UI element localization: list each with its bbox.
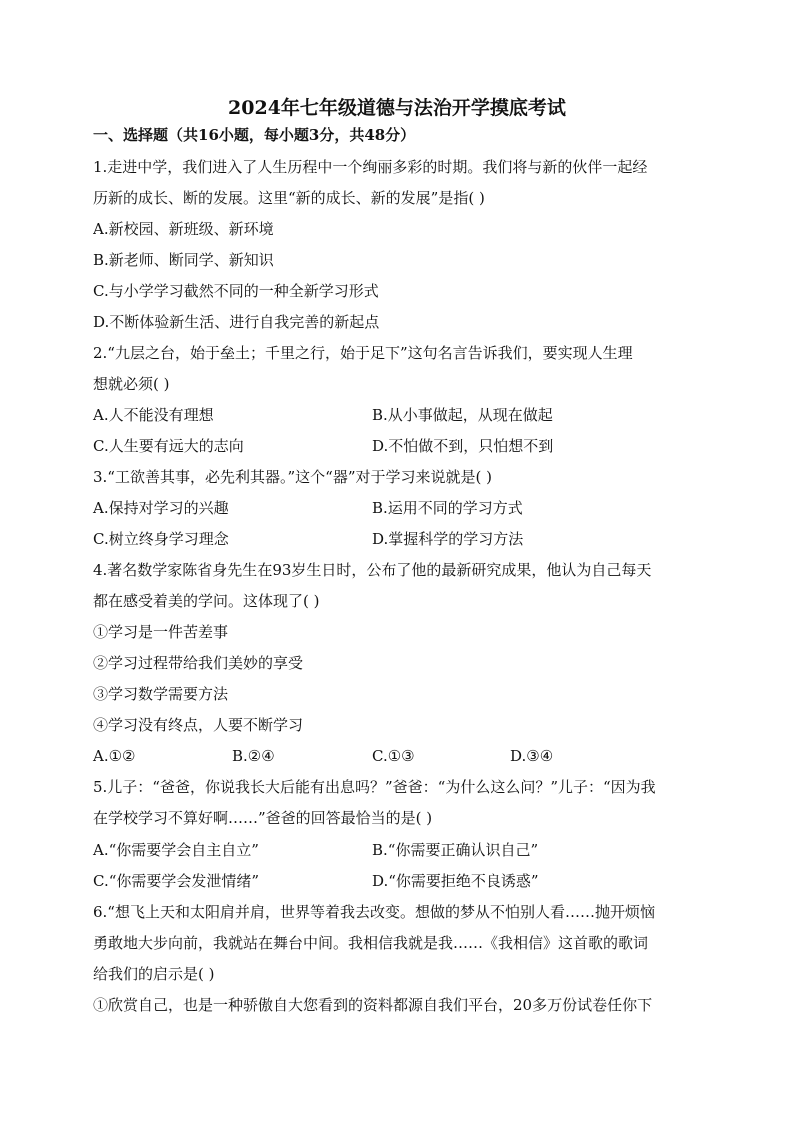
question-4-statement-1: ①学习是一件苦差事 [93, 623, 229, 641]
question-2-option-c: C.人生要有远大的志向 [93, 437, 244, 455]
question-3-option-b: B.运用不同的学习方式 [372, 499, 523, 517]
question-4-statement-3: ③学习数学需要方法 [93, 685, 229, 703]
section-heading: 一、选择题（共16小题，每小题3分，共48分） [93, 126, 416, 144]
question-3-option-a: A.保持对学习的兴趣 [93, 499, 229, 517]
question-5-option-c: C.“你需要学会发泄情绪” [93, 872, 260, 890]
question-1-option-b: B.新老师、断同学、新知识 [93, 251, 274, 269]
question-3-option-d: D.掌握科学的学习方法 [372, 530, 524, 548]
question-6-stem: 6.“想飞上天和太阳肩并肩，世界等着我去改变。想做的梦从不怕别人看……抛开烦恼 [93, 903, 655, 921]
question-5-option-a: A.“你需要学会自主自立” [93, 841, 259, 859]
question-2-stem: 2.“九层之台，始于垒土；千里之行，始于足下”这句名言告诉我们，要实现人生理 [93, 344, 633, 362]
question-4-statement-2: ②学习过程带给我们美妙的享受 [93, 654, 304, 672]
question-2-stem-cont: 想就必须( ) [93, 375, 170, 393]
question-5-option-d: D.“你需要拒绝不良诱惑” [372, 872, 539, 890]
question-5-stem: 5.儿子：“爸爸，你说我长大后能有出息吗？”爸爸：“为什么这么问？”儿子：“因为我 [93, 778, 656, 796]
question-4-option-b: B.②④ [232, 747, 275, 765]
question-6-stem-end: 给我们的启示是( ) [93, 965, 215, 983]
question-6-stem-cont: 勇敢地大步向前，我就站在舞台中间。我相信我就是我……《我相信》这首歌的歌词 [93, 934, 649, 952]
question-2-option-b: B.从小事做起，从现在做起 [372, 406, 553, 424]
question-1-option-d: D.不断体验新生活、进行自我完善的新起点 [93, 313, 380, 331]
question-2-option-a: A.人不能没有理想 [93, 406, 214, 424]
question-1-option-c: C.与小学学习截然不同的一种全新学习形式 [93, 282, 379, 300]
question-4-stem-cont: 都在感受着美的学问。这体现了( ) [93, 592, 320, 610]
question-4-option-c: C.①③ [372, 747, 415, 765]
question-5-option-b: B.“你需要正确认识自己” [372, 841, 539, 859]
question-6-statement-1: ①欣赏自己，也是一种骄傲自大您看到的资料都源自我们平台，20多万份试卷任你下 [93, 996, 653, 1014]
question-5-stem-cont: 在学校学习不算好啊……”爸爸的回答最恰当的是( ) [93, 809, 433, 827]
question-2-option-d: D.不怕做不到，只怕想不到 [372, 437, 554, 455]
question-1-stem: 1.走进中学，我们进入了人生历程中一个绚丽多彩的时期。我们将与新的伙伴一起经 [93, 158, 648, 176]
question-4-stem: 4.著名数学家陈省身先生在93岁生日时，公布了他的最新研究成果，他认为自己每天 [93, 561, 652, 579]
question-3-option-c: C.树立终身学习理念 [93, 530, 229, 548]
question-4-option-d: D.③④ [510, 747, 554, 765]
question-3-stem: 3.“工欲善其事，必先利其器。”这个“器”对于学习来说就是( ) [93, 468, 492, 486]
question-1-stem-cont: 历新的成长、断的发展。这里“新的成长、新的发展”是指( ) [93, 189, 485, 207]
question-4-statement-4: ④学习没有终点，人要不断学习 [93, 716, 304, 734]
exam-title: 2024年七年级道德与法治开学摸底考试 [228, 97, 566, 119]
question-1-option-a: A.新校园、新班级、新环境 [93, 220, 274, 238]
question-4-option-a: A.①② [93, 747, 136, 765]
